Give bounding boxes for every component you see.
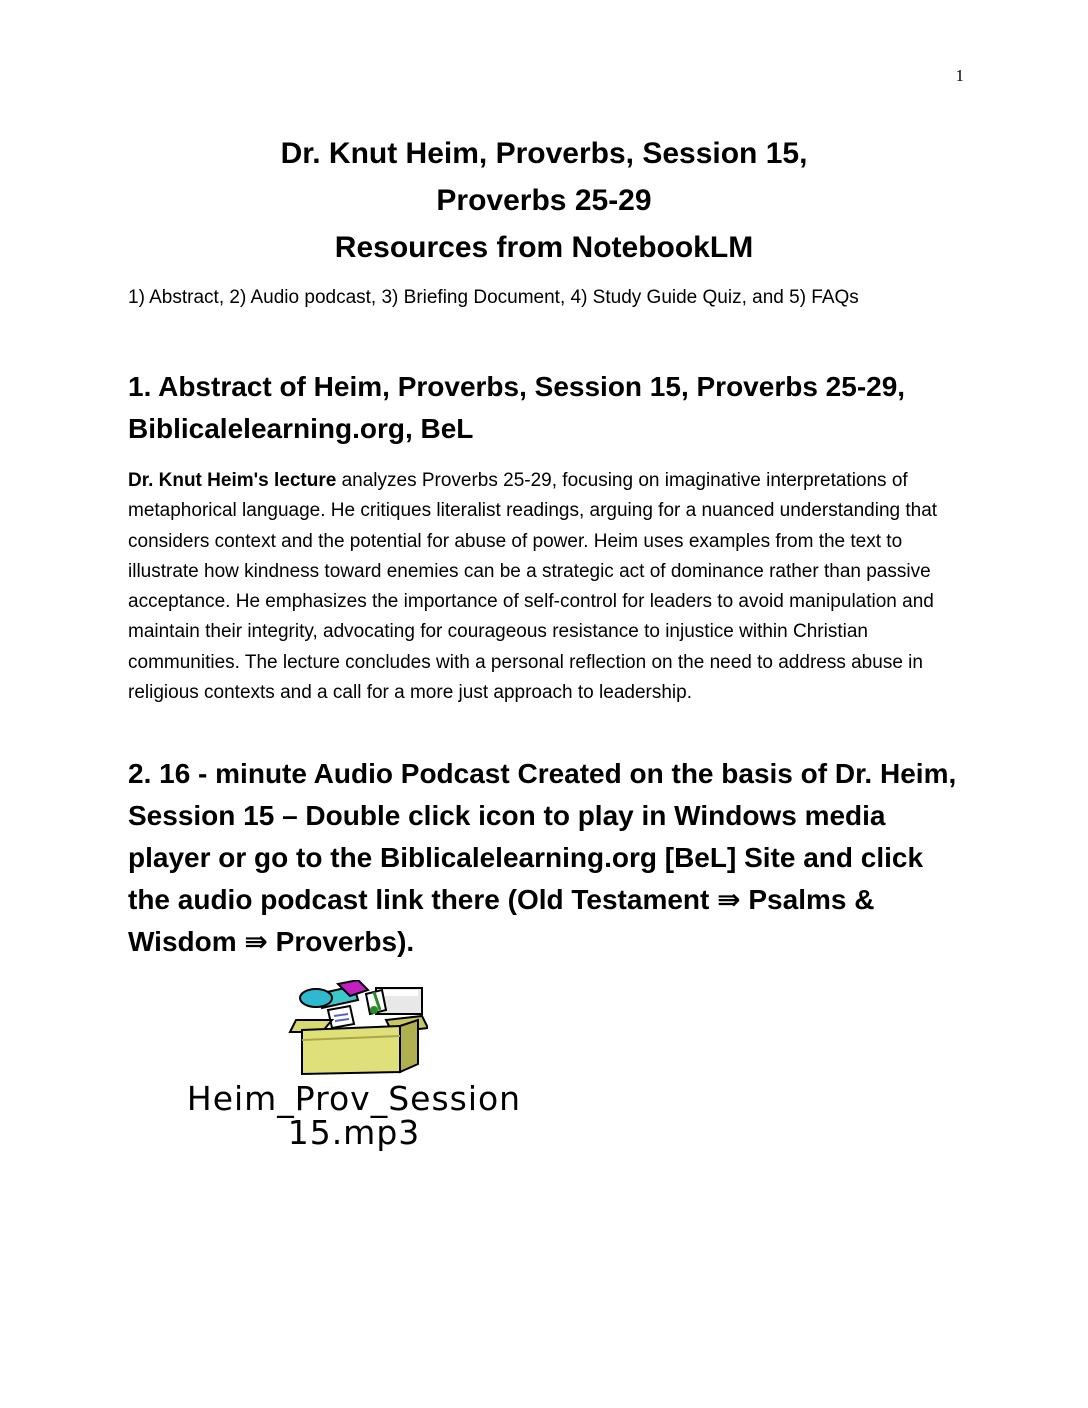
abstract-body: analyzes Proverbs 25-29, focusing on imaginative interpretations of metaphorical language. He critiques literalist readings, arguing for a nuanced understanding that considers context and the potential for abuse of power. Heim uses examples from the text to illustrate how kindness toward enemies can be a strategic act of dominance rather than passive acceptance. He emphasizes the importance of self-control for leaders to avoid manipulation and maintain their integrity, advocating for courageous resistance to injustice within Christian communities. The lecture concludes with a personal reflection on the need to address abuse in religious contexts and a call for a more just approach to leadership.: [128, 470, 938, 704]
abstract-lead: Dr. Knut Heim's lecture: [128, 470, 337, 491]
abstract-heading: 1. Abstract of Heim, Proverbs, Session 15, Proverbs 25-29, Biblicalelearning.org, BeL: [128, 371, 906, 444]
title-line-2: Proverbs 25-29: [436, 184, 652, 217]
arrow-right-icon: ⇛: [244, 925, 268, 958]
title-line-1: Dr. Knut Heim, Proverbs, Session 15,: [280, 137, 808, 170]
arrow-right-icon: ⇛: [717, 883, 741, 916]
audio-podcast-heading: [128, 753, 968, 963]
page-number: 1: [955, 66, 964, 85]
audio-filename-line-1: Heim_Prov_Session: [186, 1079, 522, 1118]
page-title: [0, 130, 1088, 271]
audio-heading-text-1: 2. 16 - minute Audio Podcast Created on the basis of Dr. Heim, Session 15 – Double click icon to play in Windows media player or go to the Biblicalelearning.org [BeL] Site and click the audio podcast link there (Old Testament: [128, 758, 957, 915]
abstract-paragraph: [128, 466, 968, 708]
audio-heading-text-2: Psalms & Wisdom: [128, 884, 875, 957]
resource-list: 1) Abstract, 2) Audio podcast, 3) Briefing Document, 4) Study Guide Quiz, and 5) FAQs: [128, 287, 859, 308]
audio-file-link[interactable]: [130, 1079, 578, 1152]
audio-heading-text-3: Proverbs).: [267, 926, 415, 957]
audio-filename-line-2: 15.mp3: [287, 1113, 421, 1152]
package-file-icon[interactable]: [288, 980, 428, 1076]
title-line-3: Resources from NotebookLM: [334, 231, 754, 264]
